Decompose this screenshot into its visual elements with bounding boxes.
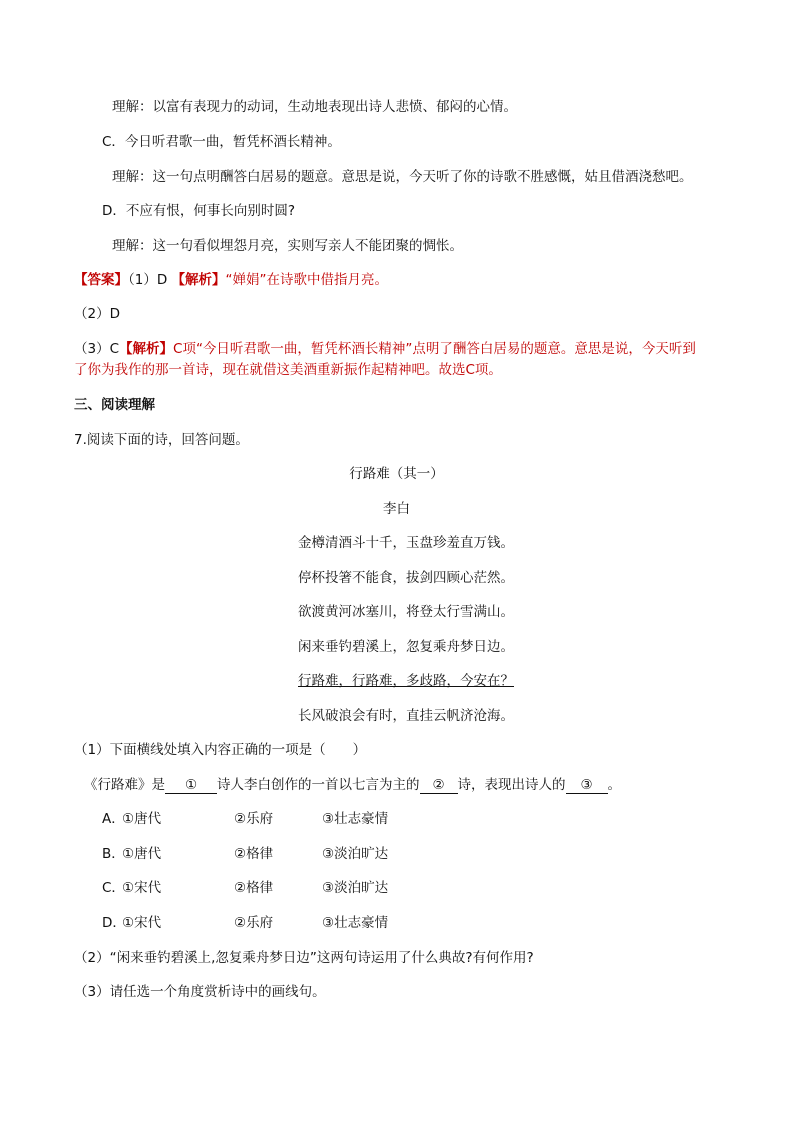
analysis-label: 【解析】 xyxy=(171,272,226,288)
fill-blank-1: ① xyxy=(165,777,217,794)
answer-line-3 xyxy=(74,340,696,358)
choice-letter: B． xyxy=(102,846,125,862)
fill-blank-2: ② xyxy=(420,777,458,794)
poem-line-underlined: 行路难，行路难，多歧路，今安在？ xyxy=(298,673,514,689)
choice-part-2: ②格律 xyxy=(234,880,274,896)
poem-title: 行路难（其一） xyxy=(349,466,444,482)
choice-part-1: ①唐代 xyxy=(122,811,162,827)
understanding-c: 理解：这一句点明酬答白居易的题意。意思是说，今天听了你的诗歌不胜感慨，姑且借酒浇愁吧。 xyxy=(112,169,693,185)
fill-text-d: 。 xyxy=(607,777,621,793)
poem-line: 欲渡黄河冰塞川，将登太行雪满山。 xyxy=(298,604,514,620)
choice-part-1: ①宋代 xyxy=(122,915,162,931)
choice-part-1: ①宋代 xyxy=(122,880,162,896)
question-7: 7.阅读下面的诗，回答问题。 xyxy=(74,432,249,448)
sub-question-2: （2）“闲来垂钓碧溪上,忽复乘舟梦日边”这两句诗运用了什么典故?有何作用? xyxy=(74,950,534,966)
poem-line: 停杯投箸不能食，拔剑四顾心茫然。 xyxy=(298,570,514,586)
choice-c xyxy=(102,879,388,897)
choice-part-3: ③壮志豪情 xyxy=(322,915,389,931)
analysis-label-2: 【解析】 xyxy=(119,341,174,357)
choice-d xyxy=(102,914,388,932)
answer-part3-text-1: C项“今日听君歌一曲，暂凭杯酒长精神”点明了酬答白居易的题意。意思是说，今天听到 xyxy=(173,341,696,357)
choice-a xyxy=(102,810,388,828)
choice-part-2: ②乐府 xyxy=(234,811,274,827)
answer-label: 【答案】 xyxy=(74,272,128,288)
fill-blank-3: ③ xyxy=(566,777,608,794)
poem-author: 李白 xyxy=(383,501,410,517)
choice-part-2: ②乐府 xyxy=(234,915,274,931)
fill-text-a: 《行路难》是 xyxy=(84,777,165,793)
section-title: 三、阅读理解 xyxy=(74,397,155,413)
answer-part3-text-2: 了你为我作的那一首诗，现在就借这美酒重新振作起精神吧。故选C项。 xyxy=(74,362,502,378)
choice-part-2: ②格律 xyxy=(234,846,274,862)
answer-part1-prefix: （1）D xyxy=(128,272,172,288)
poem-line: 金樽清酒斗十千，玉盘珍羞直万钱。 xyxy=(298,535,514,551)
fill-text-c: 诗，表现出诗人的 xyxy=(457,777,566,793)
answer-line-1 xyxy=(74,271,388,289)
choice-letter: D． xyxy=(102,915,126,931)
sub-question-1: （1）下面横线处填入内容正确的一项是（ ） xyxy=(74,742,367,758)
choice-letter: C． xyxy=(102,880,125,896)
fill-in-sentence xyxy=(84,776,621,794)
fill-text-b: 诗人李白创作的一首以七言为主的 xyxy=(217,777,420,793)
choice-b xyxy=(102,845,388,863)
sub-question-3: （3）请任选一个角度赏析诗中的画线句。 xyxy=(74,984,326,1000)
choice-letter: A． xyxy=(102,811,125,827)
option-c: C．今日听君歌一曲，暂凭杯酒长精神。 xyxy=(102,134,341,150)
answer-part1-text: “婵娟”在诗歌中借指月亮。 xyxy=(225,272,389,288)
choice-part-1: ①唐代 xyxy=(122,846,162,862)
choice-part-3: ③淡泊旷达 xyxy=(322,846,389,862)
answer-part3-prefix: （3）C xyxy=(74,341,120,357)
understanding-b: 理解：以富有表现力的动词，生动地表现出诗人悲愤、郁闷的心情。 xyxy=(112,99,517,115)
understanding-d: 理解：这一句看似埋怨月亮，实则写亲人不能团聚的惆怅。 xyxy=(112,238,463,254)
choice-part-3: ③壮志豪情 xyxy=(322,811,389,827)
poem-line: 长风破浪会有时，直挂云帆济沧海。 xyxy=(298,708,514,724)
choice-part-3: ③淡泊旷达 xyxy=(322,880,389,896)
option-d: D．不应有恨，何事长向别时圆? xyxy=(102,203,296,219)
poem-line: 闲来垂钓碧溪上，忽复乘舟梦日边。 xyxy=(298,639,514,655)
answer-part2: （2）D xyxy=(74,306,120,322)
